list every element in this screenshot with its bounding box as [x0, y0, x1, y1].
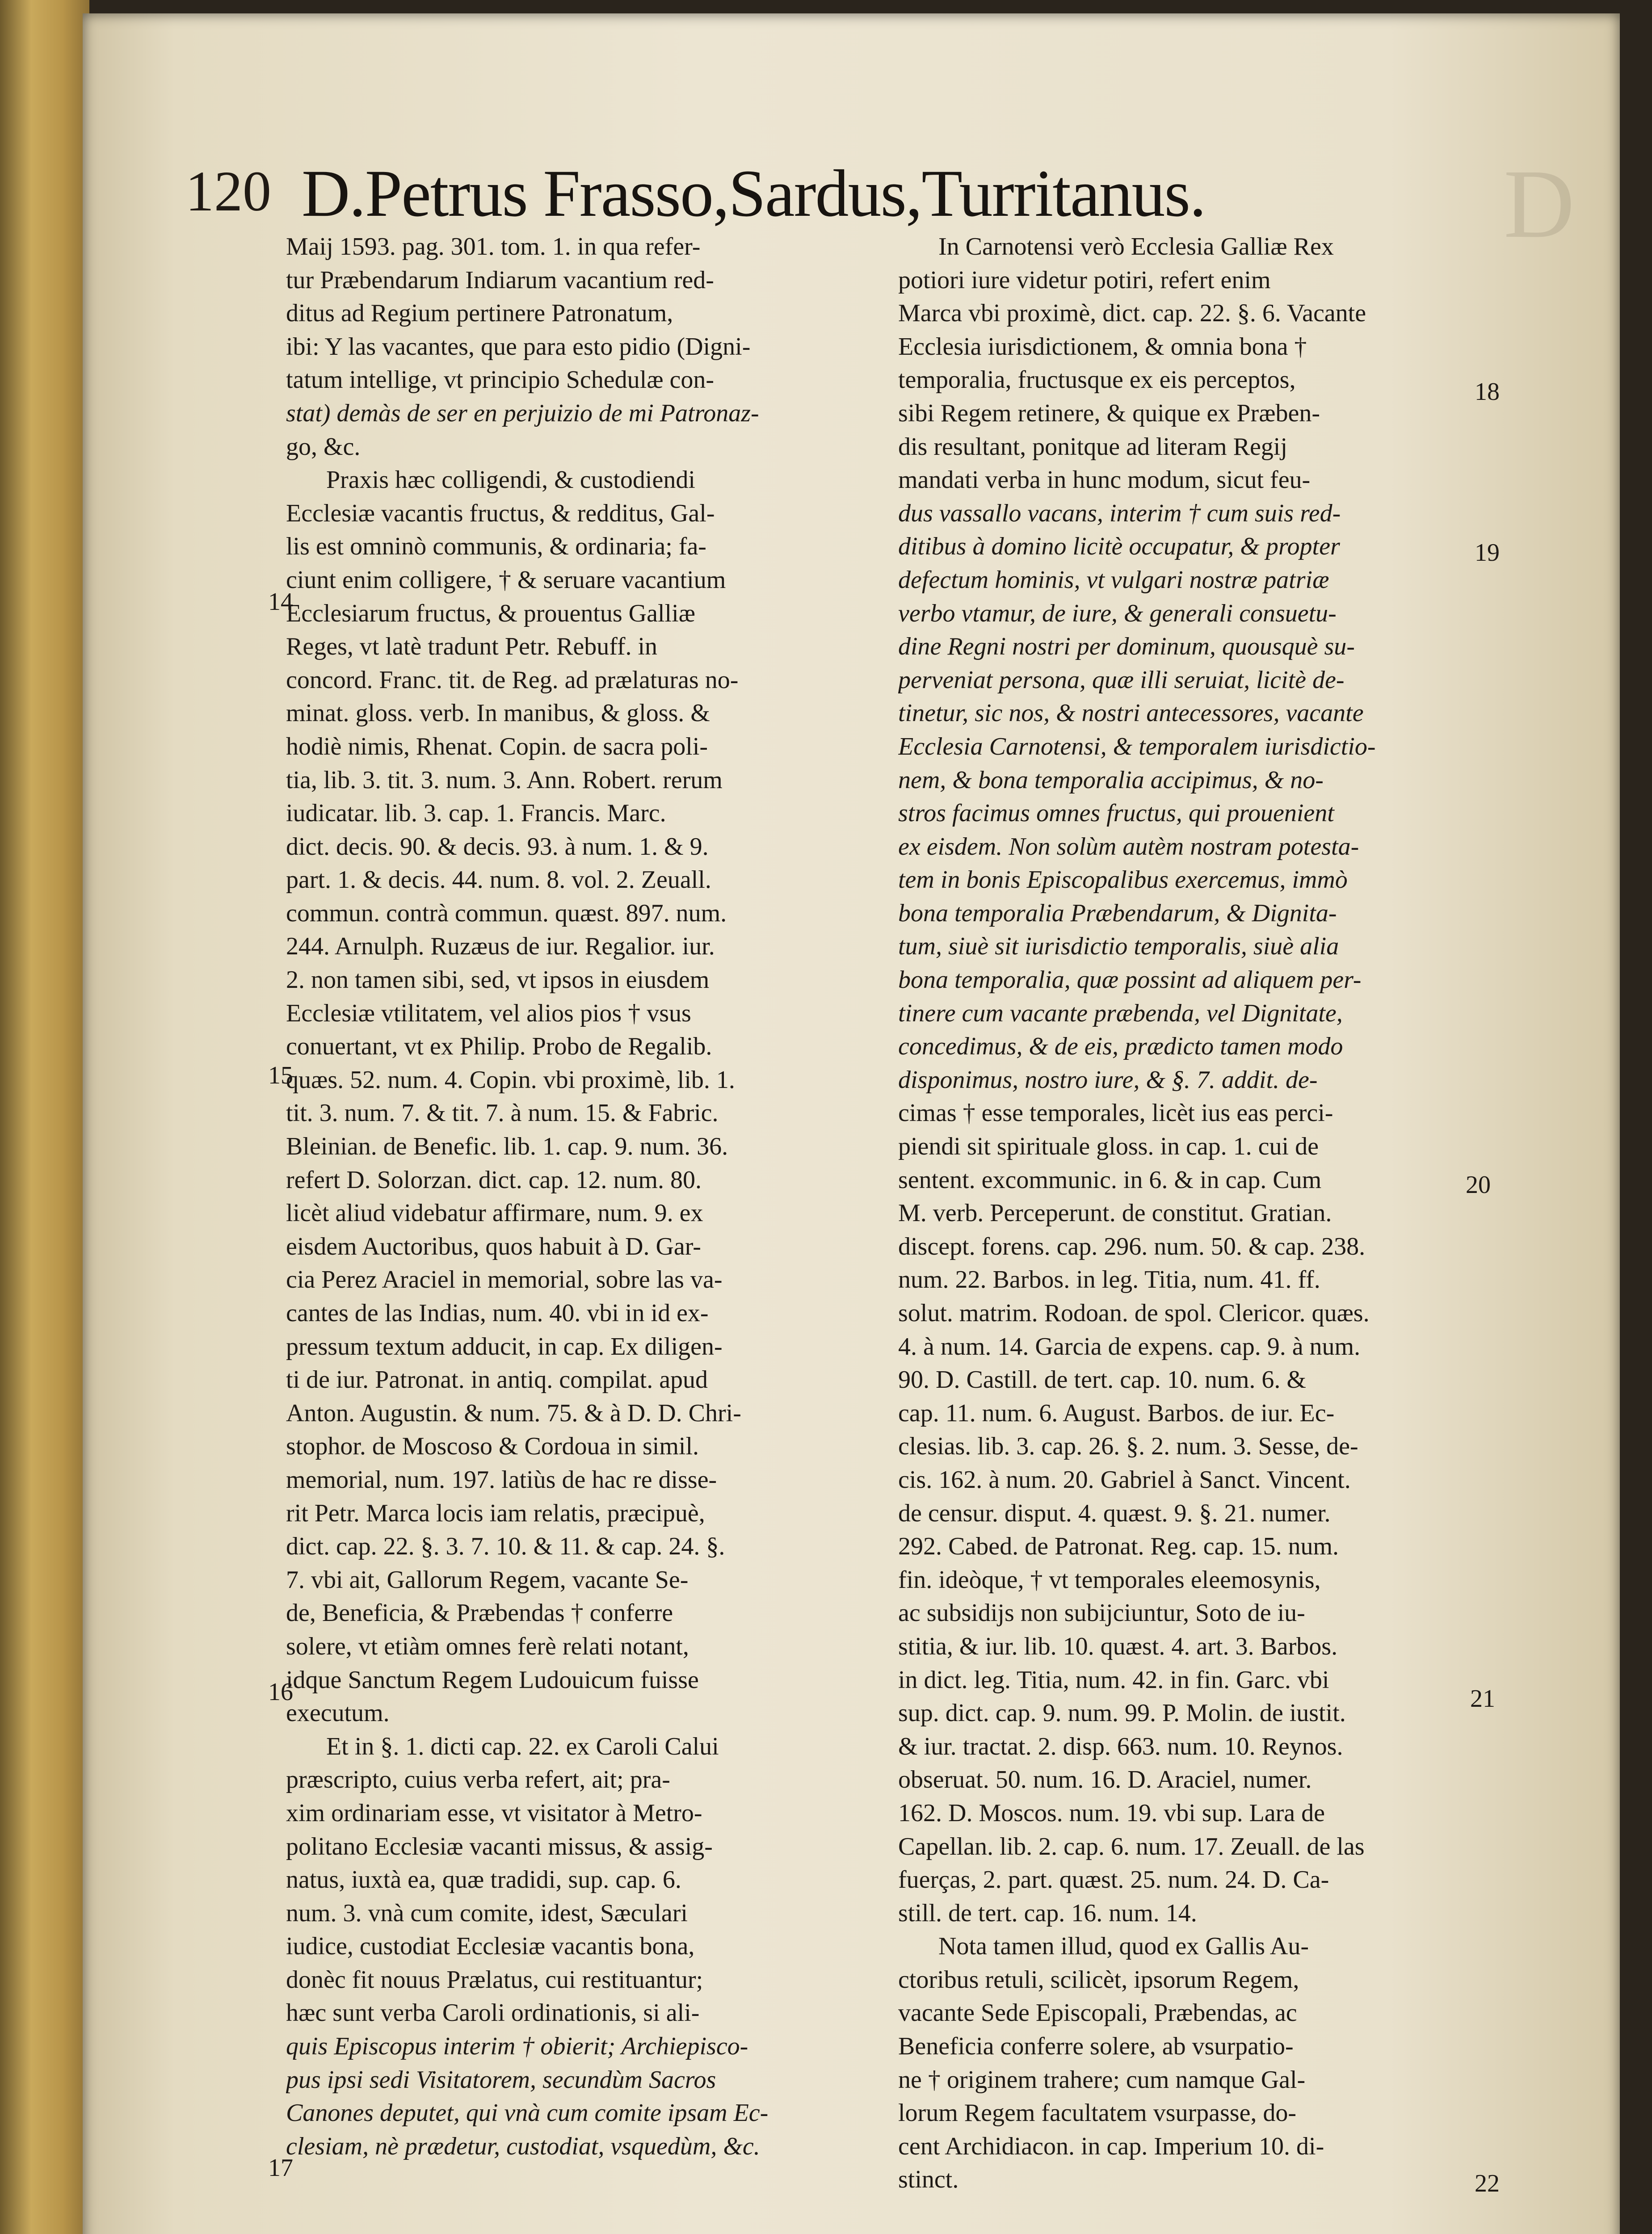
text-line: lis est omninò communis, & ordinaria; fa-: [286, 533, 706, 561]
text-line: hæc sunt verba Caroli ordinationis, si ali-: [286, 1999, 700, 2027]
text-line: ditibus à domino licitè occupatur, & propter: [898, 533, 1340, 561]
text-line: 7. vbi ait, Gallorum Regem, vacante Se-: [286, 1566, 689, 1594]
text-line: In Carnotensi verò Ecclesia Galliæ Rex: [938, 233, 1334, 260]
text-line: cimas † esse temporales, licèt ius eas perci-: [898, 1099, 1333, 1127]
text-line: quæs. 52. num. 4. Copin. vbi proximè, lib. 1.: [286, 1066, 735, 1094]
text-line: donèc fit nouus Prælatus, cui restituantur;: [286, 1965, 703, 1994]
margin-number: 21: [1470, 1685, 1495, 1713]
page-header: [185, 156, 1347, 235]
margin-number: 17: [268, 2154, 293, 2182]
text-line: dict. cap. 22. §. 3. 7. 10. & 11. & cap. 24. §.: [286, 1533, 725, 1561]
text-line: 162. D. Moscos. num. 19. vbi sup. Lara de: [898, 1799, 1325, 1827]
text-line: 2. non tamen sibi, sed, vt ipsos in eiusdem: [286, 966, 710, 994]
text-line: num. 22. Barbos. in leg. Titia, num. 41. ff.: [898, 1266, 1320, 1294]
text-line: de, Beneficia, & Præbendas † conferre: [286, 1599, 673, 1627]
margin-number: 14: [268, 588, 293, 616]
text-line: Nota tamen illud, quod ex Gallis Au-: [938, 1932, 1309, 1961]
text-line: bona temporalia Præbendarum, & Dignita-: [898, 899, 1337, 927]
text-line: politano Ecclesiæ vacanti missus, & assig-: [286, 1832, 713, 1860]
text-line: Ecclesiæ vtilitatem, vel alios pios † vsus: [286, 999, 691, 1027]
text-line: pressum textum adducit, in cap. Ex diligen-: [286, 1332, 723, 1361]
text-line: refert D. Solorzan. dict. cap. 12. num. 80.: [286, 1166, 702, 1194]
text-line: stat) demàs de ser en perjuizio de mi Patronaz-: [286, 399, 759, 427]
text-line: Reges, vt latè tradunt Petr. Rebuff. in: [286, 633, 658, 661]
text-line: Ecclesia Carnotensi, & temporalem iurisdictio-: [898, 732, 1376, 760]
text-line: Canones deputet, qui vnà cum comite ipsam Ec-: [286, 2099, 769, 2127]
text-line: executum.: [286, 1699, 390, 1727]
text-line: clesiam, nè prædetur, custodiat, vsquedùm, &c.: [286, 2132, 760, 2160]
text-line: commun. contrà commun. quæst. 897. num.: [286, 899, 727, 927]
text-line: dict. decis. 90. & decis. 93. à num. 1. & 9.: [286, 832, 709, 861]
text-line: ne † originem trahere; cum namque Gal-: [898, 2066, 1306, 2094]
text-line: 4. à num. 14. Garcia de expens. cap. 9. à num.: [898, 1332, 1361, 1361]
text-line: Maij 1593. pag. 301. tom. 1. in qua refer-: [286, 233, 701, 260]
text-line: Praxis hæc colligendi, & custodiendi: [326, 466, 695, 494]
text-line: stinct.: [898, 2166, 959, 2194]
text-line: solut. matrim. Rodoan. de spol. Clericor. quæs.: [898, 1299, 1370, 1327]
text-line: præscripto, cuius verba refert, ait; pra-: [286, 1766, 670, 1794]
text-line: perveniat persona, quæ illi seruiat, licitè de-: [898, 666, 1345, 694]
text-line: iudicatar. lib. 3. cap. 1. Francis. Marc.: [286, 799, 666, 827]
text-line: Et in §. 1. dicti cap. 22. ex Caroli Calui: [326, 1732, 719, 1760]
text-line: tinere cum vacante præbenda, vel Dignitate,: [898, 999, 1343, 1027]
text-line: hodiè nimis, Rhenat. Copin. de sacra poli-: [286, 732, 708, 760]
text-line: dine Regni nostri per dominum, quousquè su-: [898, 633, 1355, 661]
text-line: de censur. disput. 4. quæst. 9. §. 21. numer.: [898, 1499, 1331, 1527]
text-line: tia, lib. 3. tit. 3. num. 3. Ann. Robert. rerum: [286, 766, 723, 794]
text-line: go, &c.: [286, 433, 361, 461]
text-line: cis. 162. à num. 20. Gabriel à Sanct. Vincent.: [898, 1466, 1351, 1494]
text-line: bona temporalia, quæ possint ad aliquem per-: [898, 966, 1362, 994]
page-number: 120: [185, 160, 271, 223]
text-line: tur Præbendarum Indiarum vacantium red-: [286, 266, 714, 294]
text-line: 244. Arnulph. Ruzæus de iur. Regalior. iur.: [286, 932, 715, 961]
text-line: Bleinian. de Benefic. lib. 1. cap. 9. num. 36.: [286, 1133, 728, 1161]
text-line: Ecclesiarum fructus, & prouentus Galliæ: [286, 599, 695, 627]
text-line: fin. ideòque, † vt temporales eleemosynis,: [898, 1566, 1321, 1594]
text-line: concedimus, & de eis, prædicto tamen modo: [898, 1033, 1343, 1061]
text-line: stros facimus omnes fructus, qui prouenient: [898, 799, 1334, 827]
left-column: [286, 230, 876, 2163]
text-line: ciunt enim colligere, † & seruare vacantium: [286, 566, 726, 594]
text-line: Beneficia conferre solere, ab vsurpatio-: [898, 2032, 1294, 2061]
text-line: num. 3. vnà cum comite, idest, Sæculari: [286, 1899, 688, 1927]
text-line: pus ipsi sedi Visitatorem, secundùm Sacros: [286, 2066, 716, 2094]
text-line: lorum Regem facultatem vsurpasse, do-: [898, 2099, 1297, 2127]
text-line: temporalia, fructusque ex eis perceptos,: [898, 366, 1296, 394]
text-line: rit Petr. Marca locis iam relatis, præcipuè,: [286, 1499, 705, 1527]
text-line: Anton. Augustin. & num. 75. & à D. D. Chri-: [286, 1399, 741, 1427]
text-line: fuerças, 2. part. quæst. 25. num. 24. D. Ca-: [898, 1866, 1329, 1894]
text-line: ibi: Y las vacantes, que para esto pidio (Digni-: [286, 332, 751, 361]
text-line: in dict. leg. Titia, num. 42. in fin. Garc. vbi: [898, 1666, 1329, 1694]
text-line: 292. Cabed. de Patronat. Reg. cap. 15. num.: [898, 1533, 1339, 1561]
text-line: conuertant, vt ex Philip. Probo de Regalib.: [286, 1033, 712, 1061]
text-line: cantes de las Indias, num. 40. vbi in id ex-: [286, 1299, 709, 1327]
margin-number: 20: [1466, 1171, 1491, 1199]
text-line: defectum hominis, vt vulgari nostræ patriæ: [898, 566, 1329, 594]
text-line: Ecclesia iurisdictionem, & omnia bona †: [898, 332, 1307, 361]
text-line: vacante Sede Episcopali, Præbendas, ac: [898, 1999, 1297, 2027]
text-line: ex eisdem. Non solùm autèm nostram potesta-: [898, 832, 1359, 861]
text-line: natus, iuxtà ea, quæ tradidi, sup. cap. 6.: [286, 1866, 681, 1894]
text-line: 90. D. Castill. de tert. cap. 10. num. 6. &: [898, 1366, 1306, 1394]
text-line: cent Archidiacon. in cap. Imperium 10. di-: [898, 2132, 1324, 2160]
text-line: dus vassallo vacans, interim † cum suis red-: [898, 499, 1341, 527]
text-line: minat. gloss. verb. In manibus, & gloss. &: [286, 699, 710, 727]
text-line: clesias. lib. 3. cap. 26. §. 2. num. 3. Sesse, de-: [898, 1432, 1358, 1461]
text-line: Marca vbi proximè, dict. cap. 22. §. 6. Vacante: [898, 299, 1366, 328]
text-line: part. 1. & decis. 44. num. 8. vol. 2. Zeuall.: [286, 866, 711, 894]
running-head: D.Petrus Frasso,Sardus,Turritanus.: [302, 156, 1206, 231]
text-line: Ecclesiæ vacantis fructus, & redditus, Gal-: [286, 499, 715, 527]
text-line: & iur. tractat. 2. disp. 663. num. 10. Reynos.: [898, 1732, 1343, 1760]
text-line: ti de iur. Patronat. in antiq. compilat. apud: [286, 1366, 708, 1394]
text-line: dis resultant, ponitque ad literam Regij: [898, 433, 1287, 461]
margin-number: 19: [1475, 539, 1500, 567]
text-line: tum, siuè sit iurisdictio temporalis, siuè alia: [898, 932, 1339, 961]
text-line: tit. 3. num. 7. & tit. 7. à num. 15. & Fabric.: [286, 1099, 719, 1127]
text-line: tinetur, sic nos, & nostri antecessores, vacante: [898, 699, 1364, 727]
text-line: tatum intellige, vt principio Schedulæ con-: [286, 366, 715, 394]
margin-number: 22: [1475, 2170, 1500, 2197]
text-line: eisdem Auctoribus, quos habuit à D. Gar-: [286, 1232, 701, 1260]
text-line: still. de tert. cap. 16. num. 14.: [898, 1899, 1197, 1927]
text-line: sibi Regem retinere, & quique ex Præben-: [898, 399, 1320, 427]
text-line: M. verb. Perceperunt. de constitut. Gratian.: [898, 1199, 1332, 1227]
text-line: sup. dict. cap. 9. num. 99. P. Molin. de iustit.: [898, 1699, 1346, 1727]
show-through-letter: D: [1504, 149, 1575, 258]
text-line: ditus ad Regium pertinere Patronatum,: [286, 299, 673, 328]
text-line: sentent. excommunic. in 6. & in cap. Cum: [898, 1166, 1322, 1194]
text-line: memorial, num. 197. latiùs de hac re disse-: [286, 1466, 717, 1494]
text-line: licèt aliud videbatur affirmare, num. 9. ex: [286, 1199, 703, 1227]
text-line: ctoribus retuli, scilicèt, ipsorum Regem,: [898, 1965, 1299, 1994]
text-line: verbo vtamur, de iure, & generali consuetu-: [898, 599, 1337, 627]
text-line: quis Episcopus interim † obierit; Archiepisco-: [286, 2032, 748, 2061]
text-line: nem, & bona temporalia accipimus, & no-: [898, 766, 1324, 794]
book-gutter: [0, 0, 89, 2234]
text-line: cia Perez Araciel in memorial, sobre las va-: [286, 1266, 723, 1294]
text-line: ac subsidijs non subijciuntur, Soto de iu-: [898, 1599, 1305, 1627]
text-line: cap. 11. num. 6. August. Barbos. de iur. Ec-: [898, 1399, 1335, 1427]
text-line: piendi sit spirituale gloss. in cap. 1. cui de: [898, 1133, 1319, 1161]
text-line: concord. Franc. tit. de Reg. ad prælaturas no-: [286, 666, 739, 694]
text-line: xim ordinariam esse, vt visitator à Metro-: [286, 1799, 702, 1827]
text-line: stitia, & iur. lib. 10. quæst. 4. art. 3. Barbos.: [898, 1632, 1338, 1660]
text-line: obseruat. 50. num. 16. D. Araciel, numer.: [898, 1766, 1312, 1794]
text-line: mandati verba in hunc modum, sicut feu-: [898, 466, 1311, 494]
margin-number: 15: [268, 1062, 293, 1089]
text-line: Capellan. lib. 2. cap. 6. num. 17. Zeuall. de las: [898, 1832, 1365, 1860]
margin-number: 16: [268, 1678, 293, 1706]
text-line: stophor. de Moscoso & Cordoua in simil.: [286, 1432, 699, 1461]
text-line: disponimus, nostro iure, & §. 7. addit. de-: [898, 1066, 1318, 1094]
text-line: solere, vt etiàm omnes ferè relati notant,: [286, 1632, 689, 1660]
text-line: iudice, custodiat Ecclesiæ vacantis bona,: [286, 1932, 695, 1961]
text-line: idque Sanctum Regem Ludouicum fuisse: [286, 1666, 699, 1694]
text-line: tem in bonis Episcopalibus exercemus, immò: [898, 866, 1348, 894]
text-line: discept. forens. cap. 296. num. 50. & cap. 238.: [898, 1232, 1366, 1260]
text-line: potiori iure videtur potiri, refert enim: [898, 266, 1271, 294]
right-column: [898, 230, 1475, 2196]
margin-number: 18: [1475, 378, 1500, 406]
